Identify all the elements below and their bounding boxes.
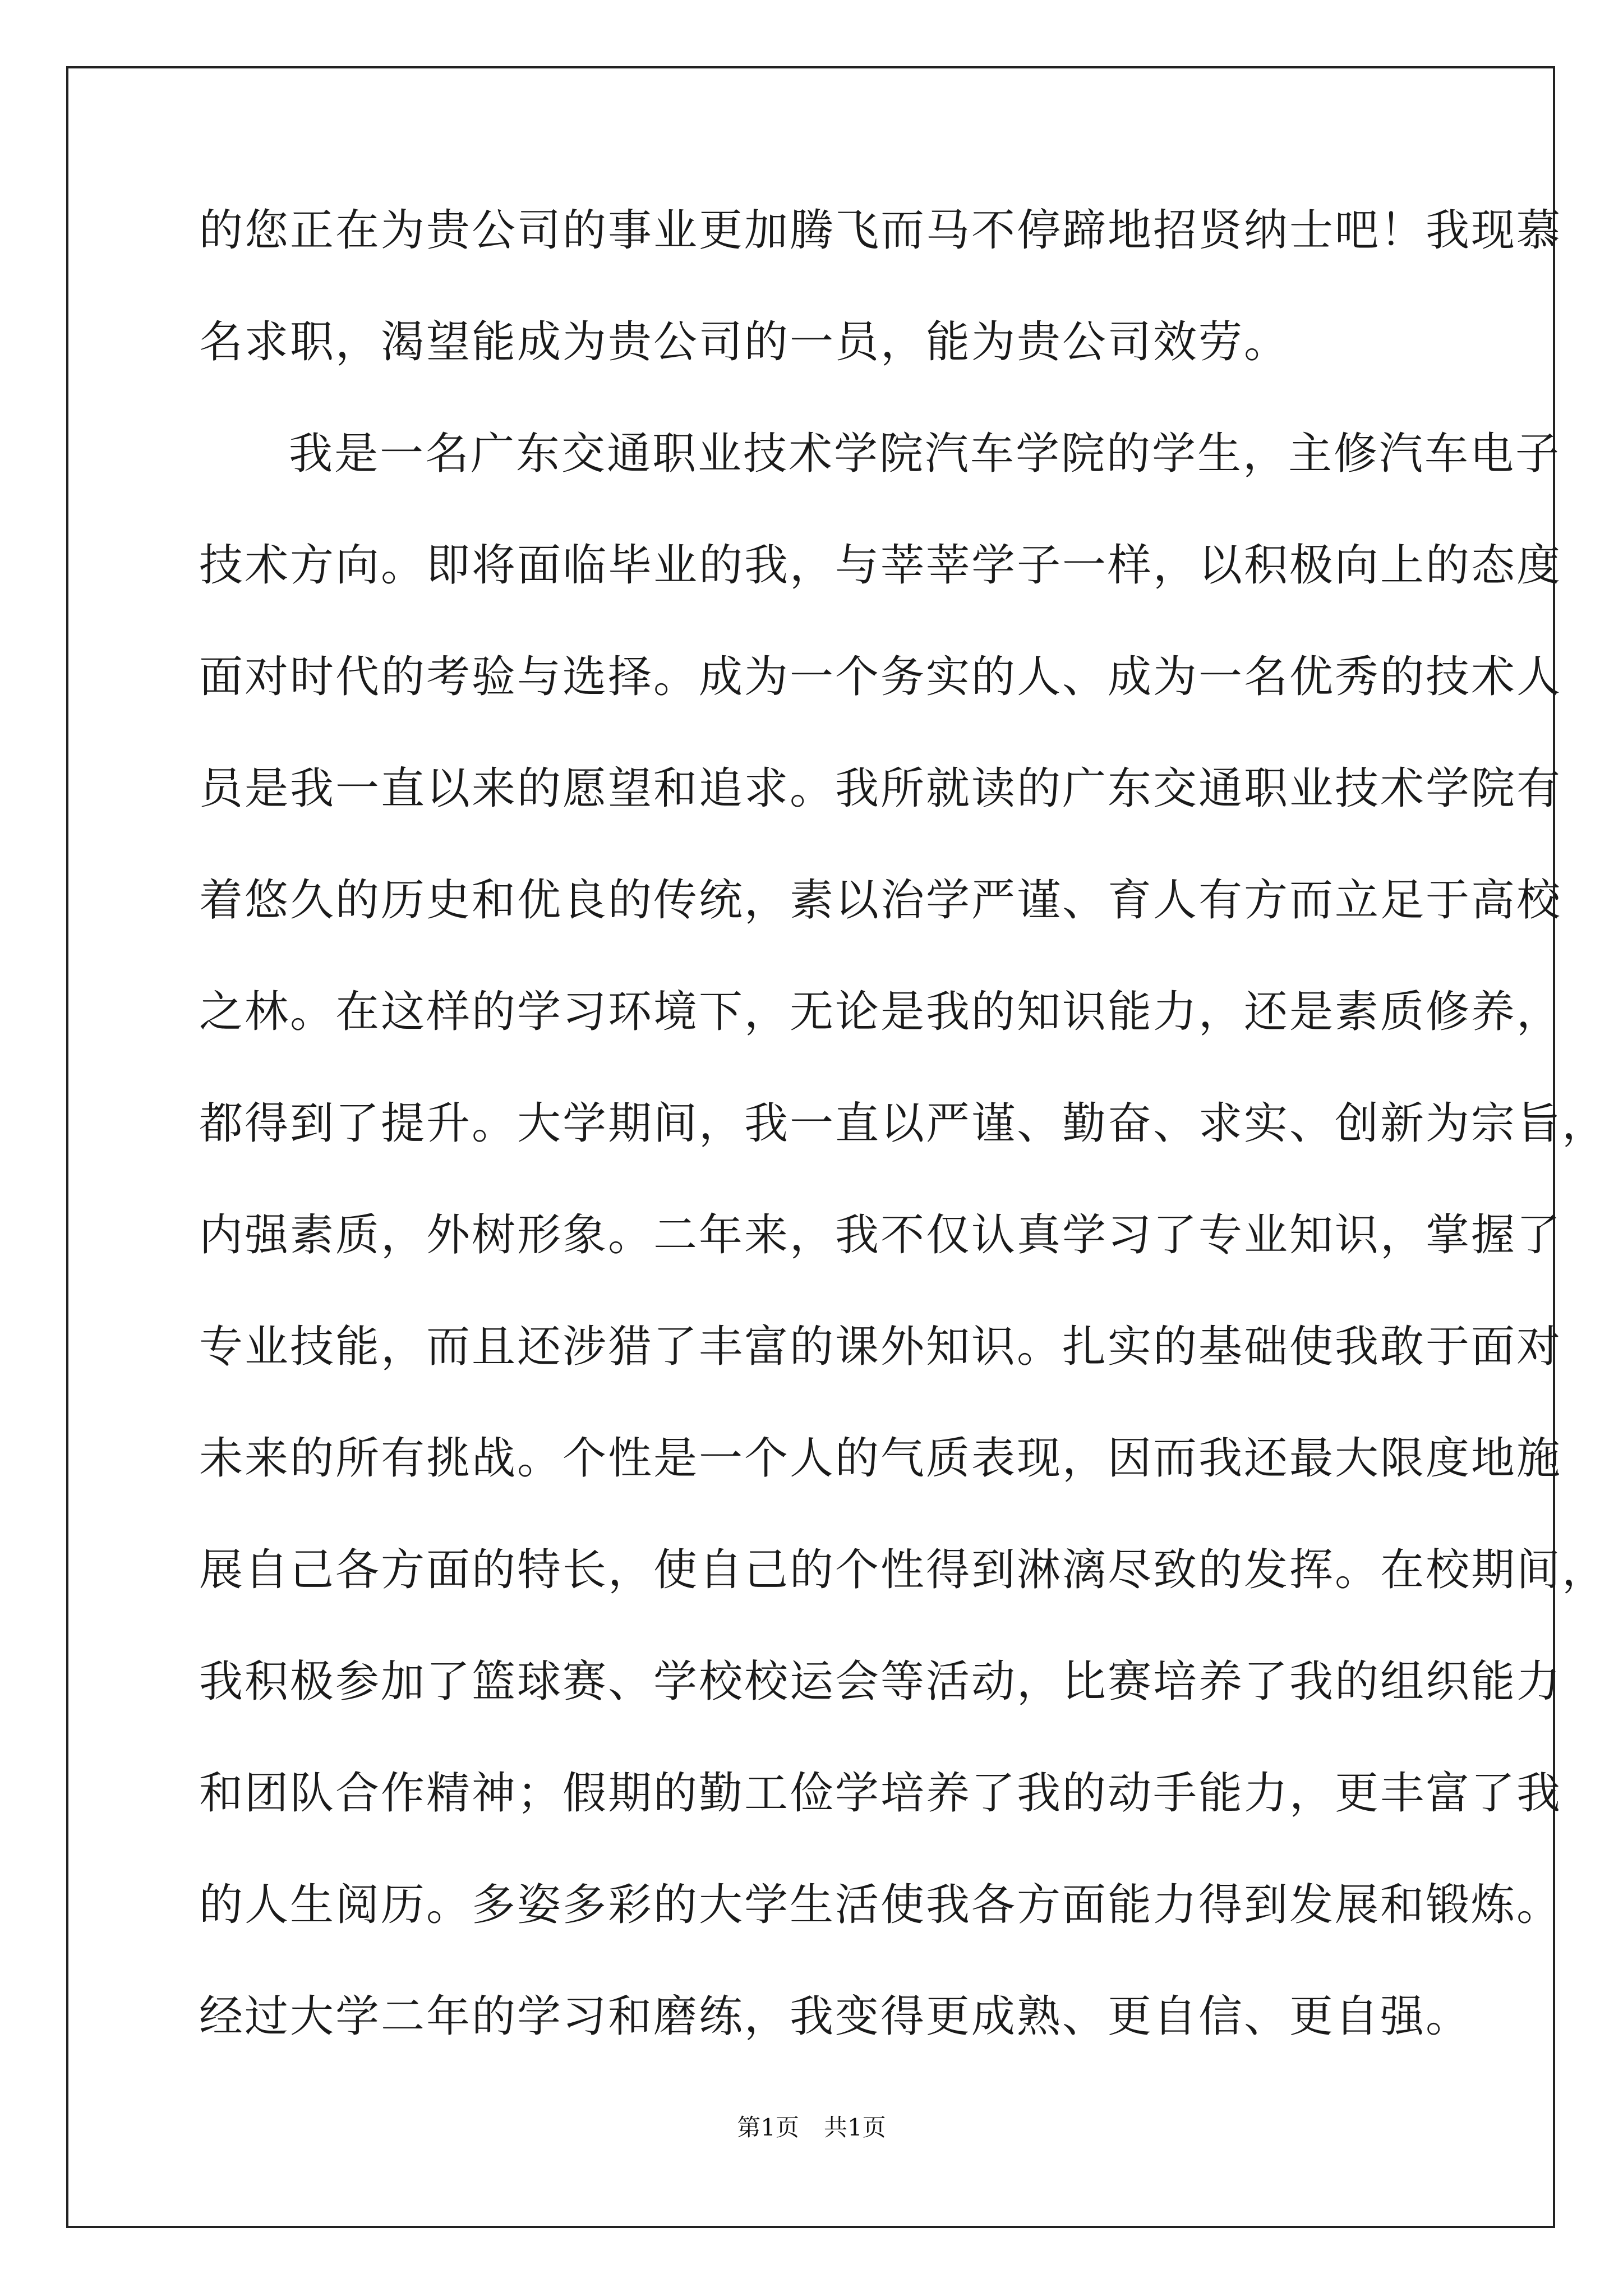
page-footer [0,2114,1623,2142]
body-line: 未来的所有挑战。个性是一个人的气质表现，因而我还最大限度地施 [199,1433,1562,1484]
body-line: 面对时代的考验与选择。成为一个务实的人、成为一名优秀的技术人 [199,652,1562,702]
body-line: 都得到了提升。大学期间，我一直以严谨、勤奋、求实、创新为宗旨， [199,1098,1608,1149]
letter-body [199,203,1608,2101]
body-line: 员是我一直以来的愿望和追求。我所就读的广东交通职业技术学院有 [199,763,1562,814]
page-total: 共1页 [824,2114,886,2141]
body-line: 经过大学二年的学习和磨练，我变得更成熟、更自信、更自强。 [199,1991,1472,2042]
body-line: 我积极参加了篮球赛、学校校运会等活动，比赛培养了我的组织能力 [199,1657,1562,1707]
body-line: 技术方向。即将面临毕业的我，与莘莘学子一样，以积极向上的态度 [199,540,1562,591]
body-line: 展自己各方面的特长，使自己的个性得到淋漓尽致的发挥。在校期间， [199,1545,1608,1595]
body-line: 的您正在为贵公司的事业更加腾飞而马不停蹄地招贤纳士吧！我现慕 [199,205,1562,256]
body-line: 着悠久的历史和优良的传统，素以治学严谨、育人有方而立足于高校 [199,875,1562,926]
body-line: 内强素质，外树形象。二年来，我不仅认真学习了专业知识，掌握了 [199,1210,1562,1260]
page-number: 第1页 [737,2114,799,2141]
body-line: 专业技能，而且还涉猎了丰富的课外知识。扎实的基础使我敢于面对 [199,1322,1562,1372]
body-line: 的人生阅历。多姿多彩的大学生活使我各方面能力得到发展和锻炼。 [199,1880,1562,1930]
body-line: 和团队合作精神；假期的勤工俭学培养了我的动手能力，更丰富了我 [199,1768,1562,1819]
body-line: 之林。在这样的学习环境下，无论是我的知识能力，还是素质修养， [199,987,1562,1037]
body-line: 名求职，渴望能成为贵公司的一员，能为贵公司效劳。 [199,317,1290,367]
body-line: 我是一名广东交通职业技术学院汽车学院的学生，主修汽车电子 [289,429,1561,479]
